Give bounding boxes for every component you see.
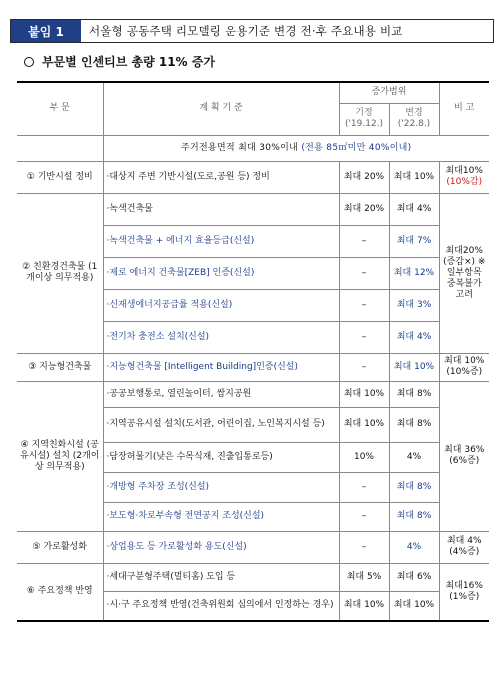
existing-value: – (339, 531, 389, 563)
section-5: ⑤ 가로활성화 (17, 531, 103, 563)
existing-value: – (339, 289, 389, 321)
header-remarks: 비 고 (439, 82, 489, 135)
header-increase-range: 증가범위 (339, 82, 439, 103)
changed-value: 최대 8% (389, 381, 439, 407)
existing-value: 최대 5% (339, 563, 389, 591)
criteria-row: ·녹색건축물 (103, 193, 339, 225)
section-3: ③ 지능형건축물 (17, 353, 103, 381)
header-existing: 기정 ('19.12.) (339, 103, 389, 135)
changed-value: 최대 3% (389, 289, 439, 321)
document-title: 서울형 공동주택 리모델링 운용기준 변경 전·후 주요내용 비교 (89, 24, 403, 38)
criteria-row: ·지능형건축물 [Intelligent Building]인증(신설) (103, 353, 339, 381)
existing-value: – (339, 225, 389, 257)
header-section: 부 문 (17, 82, 103, 135)
criteria-row: ·세대구분형주택(멀티홈) 도입 등 (103, 563, 339, 591)
section-2: ② 친환경건축물 (1개이상 의무적용) (17, 193, 103, 353)
changed-value: 최대 4% (389, 193, 439, 225)
changed-value: 최대 7% (389, 225, 439, 257)
remark-6: 최대16% (1%증) (439, 563, 489, 621)
circle-bullet-icon (24, 57, 34, 67)
header-criteria: 계 획 기 준 (103, 82, 339, 135)
comparison-table (17, 81, 489, 622)
criteria-row: ·상업용도 등 가로활성화 용도(신설) (103, 531, 339, 563)
changed-value: 최대 8% (389, 502, 439, 531)
existing-value: – (339, 321, 389, 353)
remark-2: 최대20% (증감×) ※일부항목 중복불가 고려 (439, 193, 489, 353)
section-4: ④ 지역친화시설 (공유시설) 설치 (2개이상 의무적용) (17, 381, 103, 531)
criteria-row: ·대상지 주변 기반시설(도로,공원 등) 정비 (103, 161, 339, 193)
existing-value: 최대 20% (339, 193, 389, 225)
criteria-row: ·제로 에너지 건축물[ZEB] 인증(신설) (103, 257, 339, 289)
existing-value: 10% (339, 442, 389, 472)
criteria-row: ·시·구 주요정책 반영(건축위원회 심의에서 인정하는 경우) (103, 591, 339, 621)
changed-value: 최대 8% (389, 472, 439, 502)
existing-value: – (339, 257, 389, 289)
changed-value: 최대 10% (389, 353, 439, 381)
existing-value: 최대 10% (339, 407, 389, 442)
existing-value: – (339, 353, 389, 381)
remark-3: 최대 10% (10%증) (439, 353, 489, 381)
criteria-row: ·담장허물기(낮은 수목식재, 진출입통로등) (103, 442, 339, 472)
criteria-row: ·보도형·차로부속형 전면공지 조성(신설) (103, 502, 339, 531)
changed-value: 최대 12% (389, 257, 439, 289)
span-row: 주거전용면적 최대 30%이내 (전용 85㎡미만 40%이내) (103, 135, 489, 161)
criteria-row: ·공공보행통로, 열린놀이터, 쌈지공원 (103, 381, 339, 407)
existing-value: 최대 10% (339, 381, 389, 407)
criteria-row: ·지역공유시설 설치(도서관, 어린이집, 노인복지시설 등) (103, 407, 339, 442)
existing-value: – (339, 472, 389, 502)
subheading-text: 부문별 인센티브 총량 11% 증가 (42, 55, 215, 69)
criteria-row: ·신재생에너지공급률 적용(신설) (103, 289, 339, 321)
changed-value: 최대 8% (389, 407, 439, 442)
header-changed: 변경 ('22.8.) (389, 103, 439, 135)
remark-5: 최대 4% (4%증) (439, 531, 489, 563)
remark-4: 최대 36% (6%증) (439, 381, 489, 531)
section-6: ⑥ 주요정책 반영 (17, 563, 103, 621)
changed-value: 최대 10% (389, 161, 439, 193)
remark-1: 최대10% (10%감) (439, 161, 489, 193)
span-row-empty (17, 135, 103, 161)
changed-value: 4% (389, 531, 439, 563)
criteria-row: ·전기차 충전소 설치(신설) (103, 321, 339, 353)
changed-value: 최대 4% (389, 321, 439, 353)
changed-value: 최대 6% (389, 563, 439, 591)
existing-value: 최대 20% (339, 161, 389, 193)
existing-value: 최대 10% (339, 591, 389, 621)
section-1: ① 기반시설 정비 (17, 161, 103, 193)
attachment-badge: 붙임 1 (11, 20, 81, 42)
subheading (24, 53, 215, 70)
existing-value: – (339, 502, 389, 531)
title-bar (10, 19, 494, 43)
changed-value: 4% (389, 442, 439, 472)
criteria-row: ·개방형 주차장 조성(신설) (103, 472, 339, 502)
criteria-row: ·녹색건축물 + 에너지 효율등급(신설) (103, 225, 339, 257)
changed-value: 최대 10% (389, 591, 439, 621)
